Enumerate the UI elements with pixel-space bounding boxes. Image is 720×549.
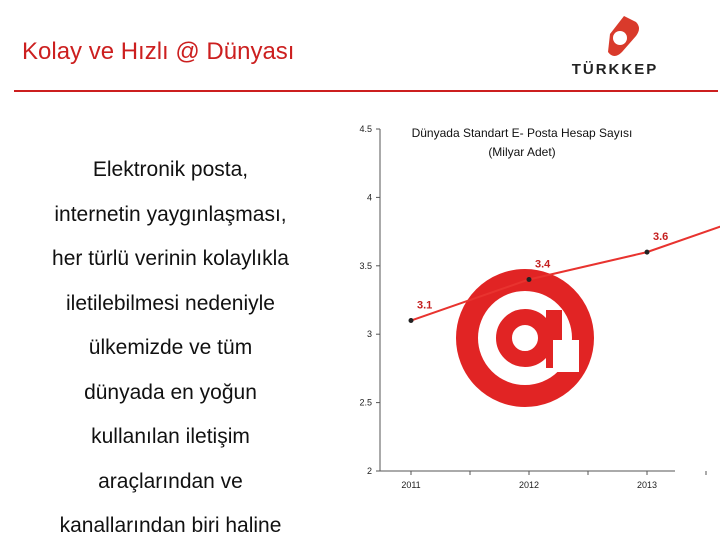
y-tick-label: 4 (366, 192, 372, 203)
body-line: her türlü verinin kolaylıkla (52, 247, 289, 270)
at-sign-icon (467, 280, 583, 396)
y-tick-label: 3.5 (359, 260, 372, 271)
data-label: 3.4 (535, 258, 551, 271)
x-tick-label: 2011 (401, 480, 421, 490)
body-line: kanallarından biri haline (59, 514, 282, 537)
y-tick-label: 4.5 (359, 124, 372, 134)
y-tick-label: 2 (366, 466, 372, 476)
chart-subtitle: (Milyar Adet) (488, 145, 556, 159)
chart-title: Dünyada Standart E- Posta Hesap Sayısı (411, 126, 633, 140)
body-line: ülkemizde ve tüm (88, 336, 253, 359)
y-tick-label: 3 (366, 329, 372, 340)
body-line: araçlarından ve (98, 469, 243, 493)
body-line: Elektronik posta, (92, 158, 249, 181)
data-point (527, 277, 532, 282)
body-line: internetin yaygınlaşması, (54, 202, 287, 226)
body-line: kullanılan iletişim (91, 425, 250, 448)
y-tick-label: 2.5 (359, 397, 372, 408)
x-tick-label: 2013 (636, 480, 658, 490)
data-label: 3.6 (653, 231, 669, 244)
data-label: 3.1 (417, 299, 433, 312)
body-line: dünyada en yoğun (84, 380, 257, 404)
logo-wordmark: TÜRKKEP (571, 61, 659, 78)
data-point (409, 318, 414, 323)
page-title: Kolay ve Hızlı @ Dünyası (22, 38, 295, 65)
data-point (645, 250, 650, 255)
x-tick-label: 2012 (518, 480, 540, 490)
body-line: iletilebilmesi nedeniyle (66, 291, 275, 315)
